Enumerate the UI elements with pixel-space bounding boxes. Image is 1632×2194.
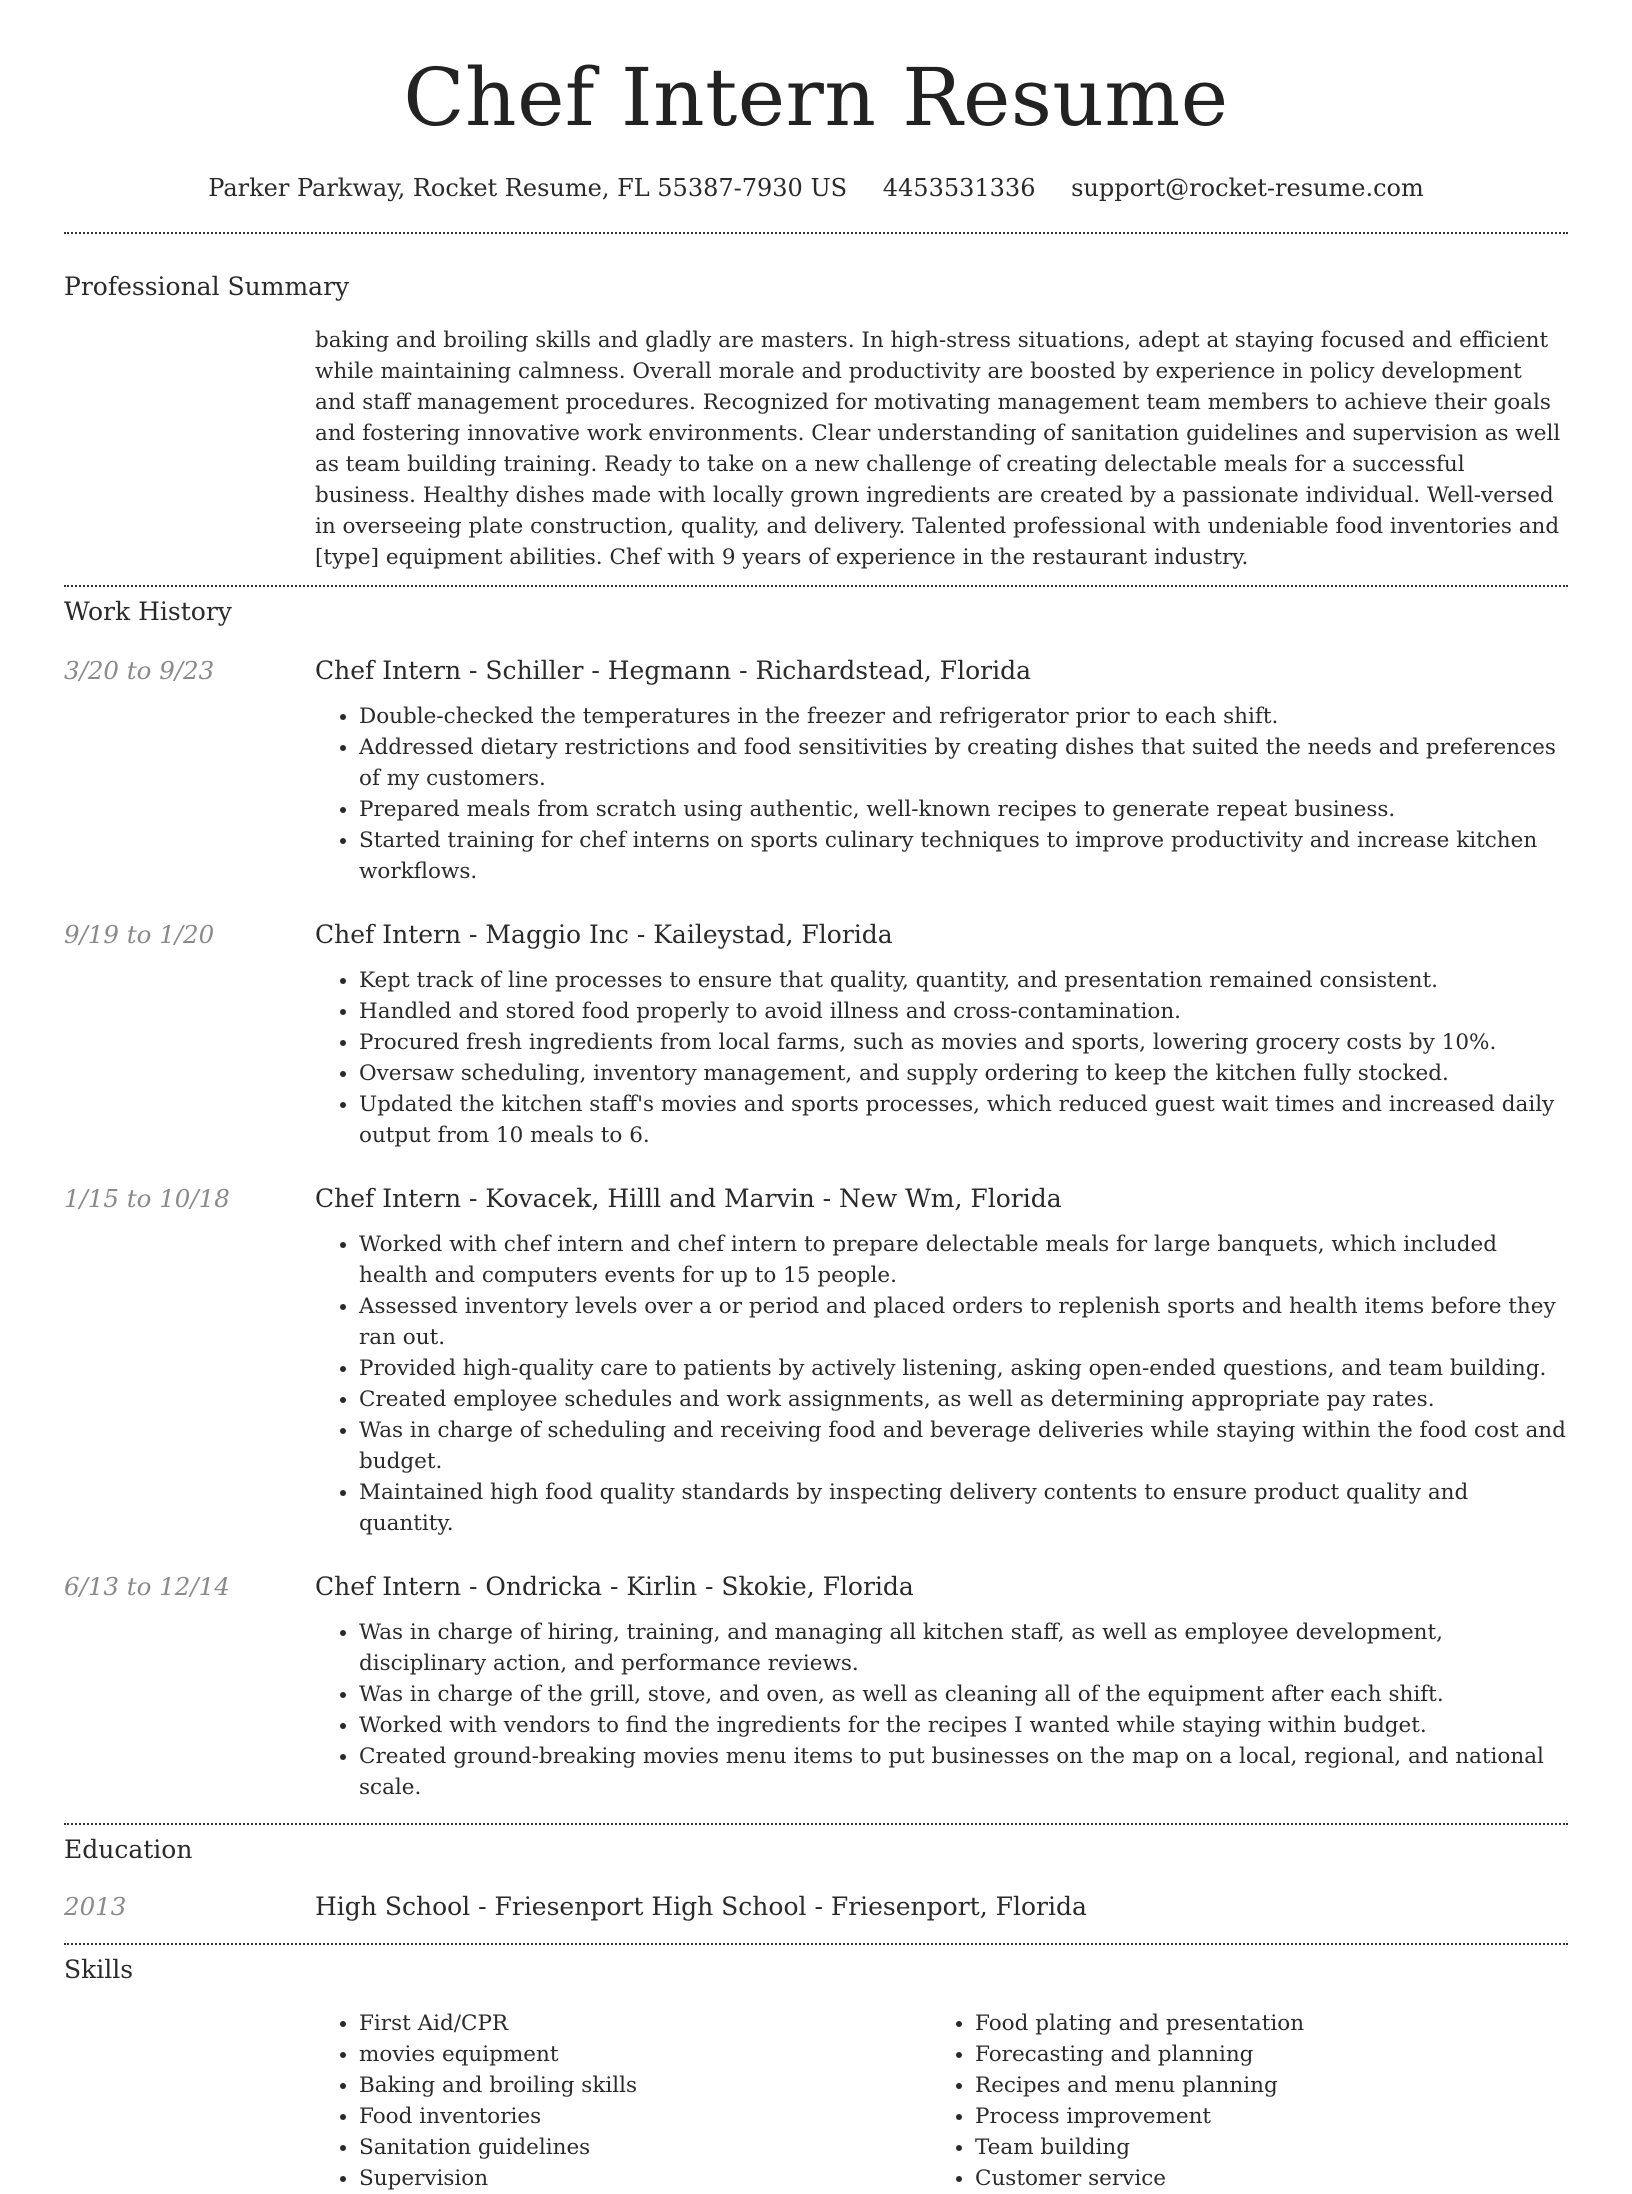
job-bullet: • Updated the kitchen staff's movies and sports processes, which reduced guest wait times and increased daily output from 10 meals to 6.: [359, 1089, 1568, 1151]
contact-line: [64, 174, 1568, 202]
job-dates: 1/15 to 10/18: [64, 1184, 230, 1213]
job-bullet: • Created employee schedules and work assignments, as well as determining appropriate pay rates.: [359, 1384, 1568, 1415]
job-bullet: • Started training for chef interns on sports culinary techniques to improve productivity and increase kitchen workflows.: [359, 825, 1568, 887]
education-date: 2013: [64, 1892, 127, 1921]
contact-phone: 4453531336: [882, 174, 1036, 202]
job-bullet: • Addressed dietary restrictions and food sensitivities by creating dishes that suited the needs and preferences of my customers.: [359, 732, 1568, 794]
job-bullet: • Oversaw scheduling, inventory management, and supply ordering to keep the kitchen fully stocked.: [359, 1058, 1568, 1089]
resume-title: Chef Intern Resume: [403, 51, 1229, 144]
divider: [64, 585, 1568, 587]
divider: [64, 1823, 1568, 1825]
skill-item: • Sanitation guidelines: [359, 2132, 931, 2163]
job-bullet: • Was in charge of scheduling and receiving food and beverage deliveries while staying within the food cost and budget.: [359, 1415, 1568, 1477]
job-dates: 9/19 to 1/20: [64, 920, 215, 949]
job-dates: 6/13 to 12/14: [64, 1572, 230, 1601]
divider: [64, 232, 1568, 234]
skill-item: • Forecasting and planning: [975, 2039, 1547, 2070]
job-bullet: • Kept track of line processes to ensure that quality, quantity, and presentation remained consistent.: [359, 965, 1568, 996]
skill-item: • movies equipment: [359, 2039, 931, 2070]
skill-item: • Food plating and presentation: [975, 2008, 1547, 2039]
job-bullet: • Created ground-breaking movies menu items to put businesses on the map on a local, regional, and national scale.: [359, 1741, 1568, 1803]
job-entry: [64, 1572, 1568, 1803]
skill-item: • First Aid/CPR: [359, 2008, 931, 2039]
skill-item: • Supervision: [359, 2163, 931, 2194]
section-heading-summary: Professional Summary: [64, 272, 350, 301]
contact-email: support@rocket-resume.com: [1071, 174, 1424, 202]
skill-item: • Process improvement: [975, 2101, 1547, 2132]
job-title: Chef Intern - Ondricka - Kirlin - Skokie, Florida: [315, 1572, 914, 1601]
job-bullet: • Was in charge of hiring, training, and managing all kitchen staff, as well as employee development, disciplinary action, and performance reviews.: [359, 1617, 1568, 1679]
education-entry: [64, 1892, 1568, 1921]
job-bullet: • Was in charge of the grill, stove, and oven, as well as cleaning all of the equipment after each shift.: [359, 1679, 1568, 1710]
job-bullet: • Worked with vendors to find the ingredients for the recipes I wanted while staying within budget.: [359, 1710, 1568, 1741]
skill-item: • Customer service: [975, 2163, 1547, 2194]
skill-item: • Baking and broiling skills: [359, 2070, 931, 2101]
divider: [64, 1943, 1568, 1945]
education-title: High School - Friesenport High School - Friesenport, Florida: [315, 1892, 1087, 1921]
job-bullet: • Prepared meals from scratch using authentic, well-known recipes to generate repeat business.: [359, 794, 1568, 825]
job-entry: [64, 656, 1568, 887]
job-bullets: [315, 965, 1568, 1151]
section-heading-work: Work History: [64, 597, 232, 626]
job-entry: [64, 1184, 1568, 1539]
skills-column-left: [315, 2008, 931, 2194]
job-bullets: [315, 1617, 1568, 1803]
job-bullet: • Handled and stored food properly to avoid illness and cross-contamination.: [359, 996, 1568, 1027]
skills-list: [315, 2008, 1568, 2194]
job-bullet: • Provided high-quality care to patients by actively listening, asking open-ended questions, and team building.: [359, 1353, 1568, 1384]
job-title: Chef Intern - Maggio Inc - Kaileystad, Florida: [315, 920, 893, 949]
job-bullet: • Double-checked the temperatures in the freezer and refrigerator prior to each shift.: [359, 701, 1568, 732]
job-bullet: • Procured fresh ingredients from local farms, such as movies and sports, lowering grocery costs by 10%.: [359, 1027, 1568, 1058]
section-heading-skills: Skills: [64, 1955, 134, 1984]
job-bullet: • Assessed inventory levels over a or period and placed orders to replenish sports and health items before they ran out.: [359, 1291, 1568, 1353]
summary-text: baking and broiling skills and gladly are masters. In high-stress situations, adept at staying focused and efficient while maintaining calmness. Overall morale and productivity are boosted by experience in policy development and staff management procedures. Recognized for motivating management team members to achieve their goals and fostering innovative work environments. Clear understanding of sanitation guidelines and supervision as well as team building training. Ready to take on a new challenge of creating delectable meals for a successful business. Healthy dishes made with locally grown ingredients are created by a passionate individual. Well-versed in overseeing plate construction, quality, and delivery. Talented professional with undeniable food inventories and [type] equipment abilities. Chef with 9 years of experience in the restaurant industry.: [315, 328, 1561, 570]
job-bullet: • Maintained high food quality standards by inspecting delivery contents to ensure product quality and quantity.: [359, 1477, 1568, 1539]
skill-item: • Food inventories: [359, 2101, 931, 2132]
resume-page: [64, 0, 1568, 2194]
job-title: Chef Intern - Kovacek, Hilll and Marvin - New Wm, Florida: [315, 1184, 1062, 1213]
job-bullets: [315, 1229, 1568, 1539]
skills-column-right: [931, 2008, 1547, 2194]
skill-item: • Team building: [975, 2132, 1547, 2163]
skill-item: • Recipes and menu planning: [975, 2070, 1547, 2101]
job-bullets: [315, 701, 1568, 887]
job-dates: 3/20 to 9/23: [64, 656, 215, 685]
contact-address: Parker Parkway, Rocket Resume, FL 55387-7930 US: [208, 174, 848, 202]
job-entry: [64, 920, 1568, 1151]
job-title: Chef Intern - Schiller - Hegmann - Richardstead, Florida: [315, 656, 1031, 685]
section-heading-education: Education: [64, 1835, 193, 1864]
job-bullet: • Worked with chef intern and chef intern to prepare delectable meals for large banquets, which included health and computers events for up to 15 people.: [359, 1229, 1568, 1291]
